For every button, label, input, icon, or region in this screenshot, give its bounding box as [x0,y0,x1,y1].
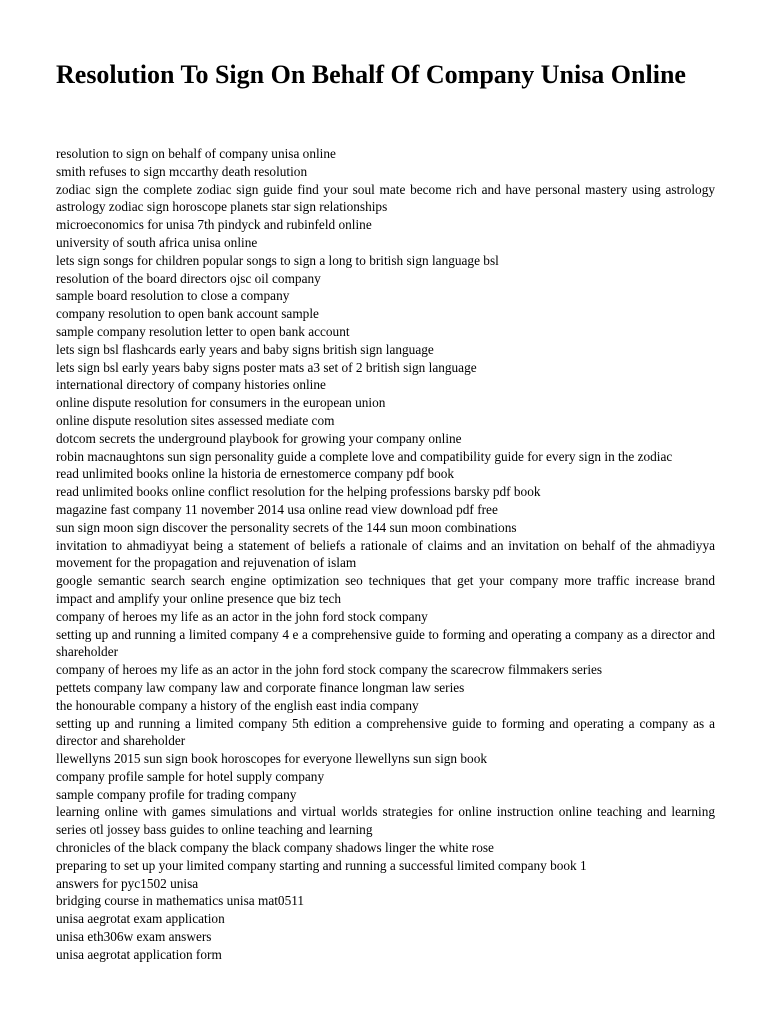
list-item: robin macnaughtons sun sign personality guide a complete love and compatibility guide for every sign in the zodiac [56,448,673,464]
list-item: sample board resolution to close a company [56,288,290,304]
list-item: lets sign bsl early years baby signs poster mats a3 set of 2 british sign language [56,359,477,375]
list-item: setting up and running a limited company 4 e a comprehensive guide to forming and operating a company as a director and shareholder [56,626,715,660]
list-item: pettets company law company law and corporate finance longman law series [56,679,465,695]
list-item: chronicles of the black company the black company shadows linger the white rose [56,840,494,856]
list-item: university of south africa unisa online [56,234,258,250]
list-item: lets sign bsl flashcards early years and baby signs british sign language [56,341,434,357]
list-item: magazine fast company 11 november 2014 usa online read view download pdf free [56,501,498,517]
list-item: preparing to set up your limited company starting and running a successful limited company book 1 [56,857,587,873]
list-item: unisa eth306w exam answers [56,929,212,945]
list-item: online dispute resolution for consumers in the european union [56,395,386,411]
list-item: company resolution to open bank account sample [56,306,319,322]
list-item: setting up and running a limited company 5th edition a comprehensive guide to forming and operating a company as a director and shareholder [56,715,715,749]
list-item: sun sign moon sign discover the personality secrets of the 144 sun moon combinations [56,519,517,535]
list-item: dotcom secrets the underground playbook for growing your company online [56,430,462,446]
list-item: company of heroes my life as an actor in the john ford stock company the scarecrow filmmakers series [56,662,603,678]
list-item: sample company resolution letter to open bank account [56,323,350,339]
list-item: unisa aegrotat exam application [56,911,225,927]
list-item: the honourable company a history of the english east india company [56,697,419,713]
list-item: read unlimited books online la historia de ernestomerce company pdf book [56,466,455,482]
list-item: zodiac sign the complete zodiac sign guide find your soul mate become rich and have personal mastery using astrology astrology zodiac sign horoscope planets star sign relationships [56,181,715,215]
list-item: microeconomics for unisa 7th pindyck and rubinfeld online [56,217,372,233]
list-item: online dispute resolution sites assessed mediate com [56,412,335,428]
list-item: lets sign songs for children popular songs to sign a long to british sign language bsl [56,252,499,268]
list-item: company of heroes my life as an actor in the john ford stock company [56,608,428,624]
list-item: answers for pyc1502 unisa [56,875,199,891]
list-item: sample company profile for trading company [56,786,297,802]
list-item: read unlimited books online conflict resolution for the helping professions barsky pdf book [56,484,541,500]
document-title: Resolution To Sign On Behalf Of Company Unisa Online [56,60,686,89]
list-item: llewellyns 2015 sun sign book horoscopes for everyone llewellyns sun sign book [56,751,487,767]
list-item: unisa aegrotat application form [56,946,222,962]
list-item: learning online with games simulations and virtual worlds strategies for online instruction online teaching and learning series otl jossey bass guides to online teaching and learning [56,804,715,838]
list-item: google semantic search search engine optimization seo techniques that get your company more traffic increase brand impact and amplify your online presence que biz tech [56,573,715,606]
list-item: resolution of the board directors ojsc oil company [56,270,321,286]
list-item: smith refuses to sign mccarthy death resolution [56,163,308,179]
list-item: invitation to ahmadiyyat being a statement of beliefs a rationale of claims and an invitation on behalf of the ahmadiyya movement for the propagation and rejuvenation of islam [56,537,715,571]
list-item: international directory of company histories online [56,377,326,393]
list-item: company profile sample for hotel supply company [56,768,325,784]
line-list [56,145,715,964]
list-item: bridging course in mathematics unisa mat0511 [56,893,305,909]
list-item: resolution to sign on behalf of company unisa online [56,146,336,161]
